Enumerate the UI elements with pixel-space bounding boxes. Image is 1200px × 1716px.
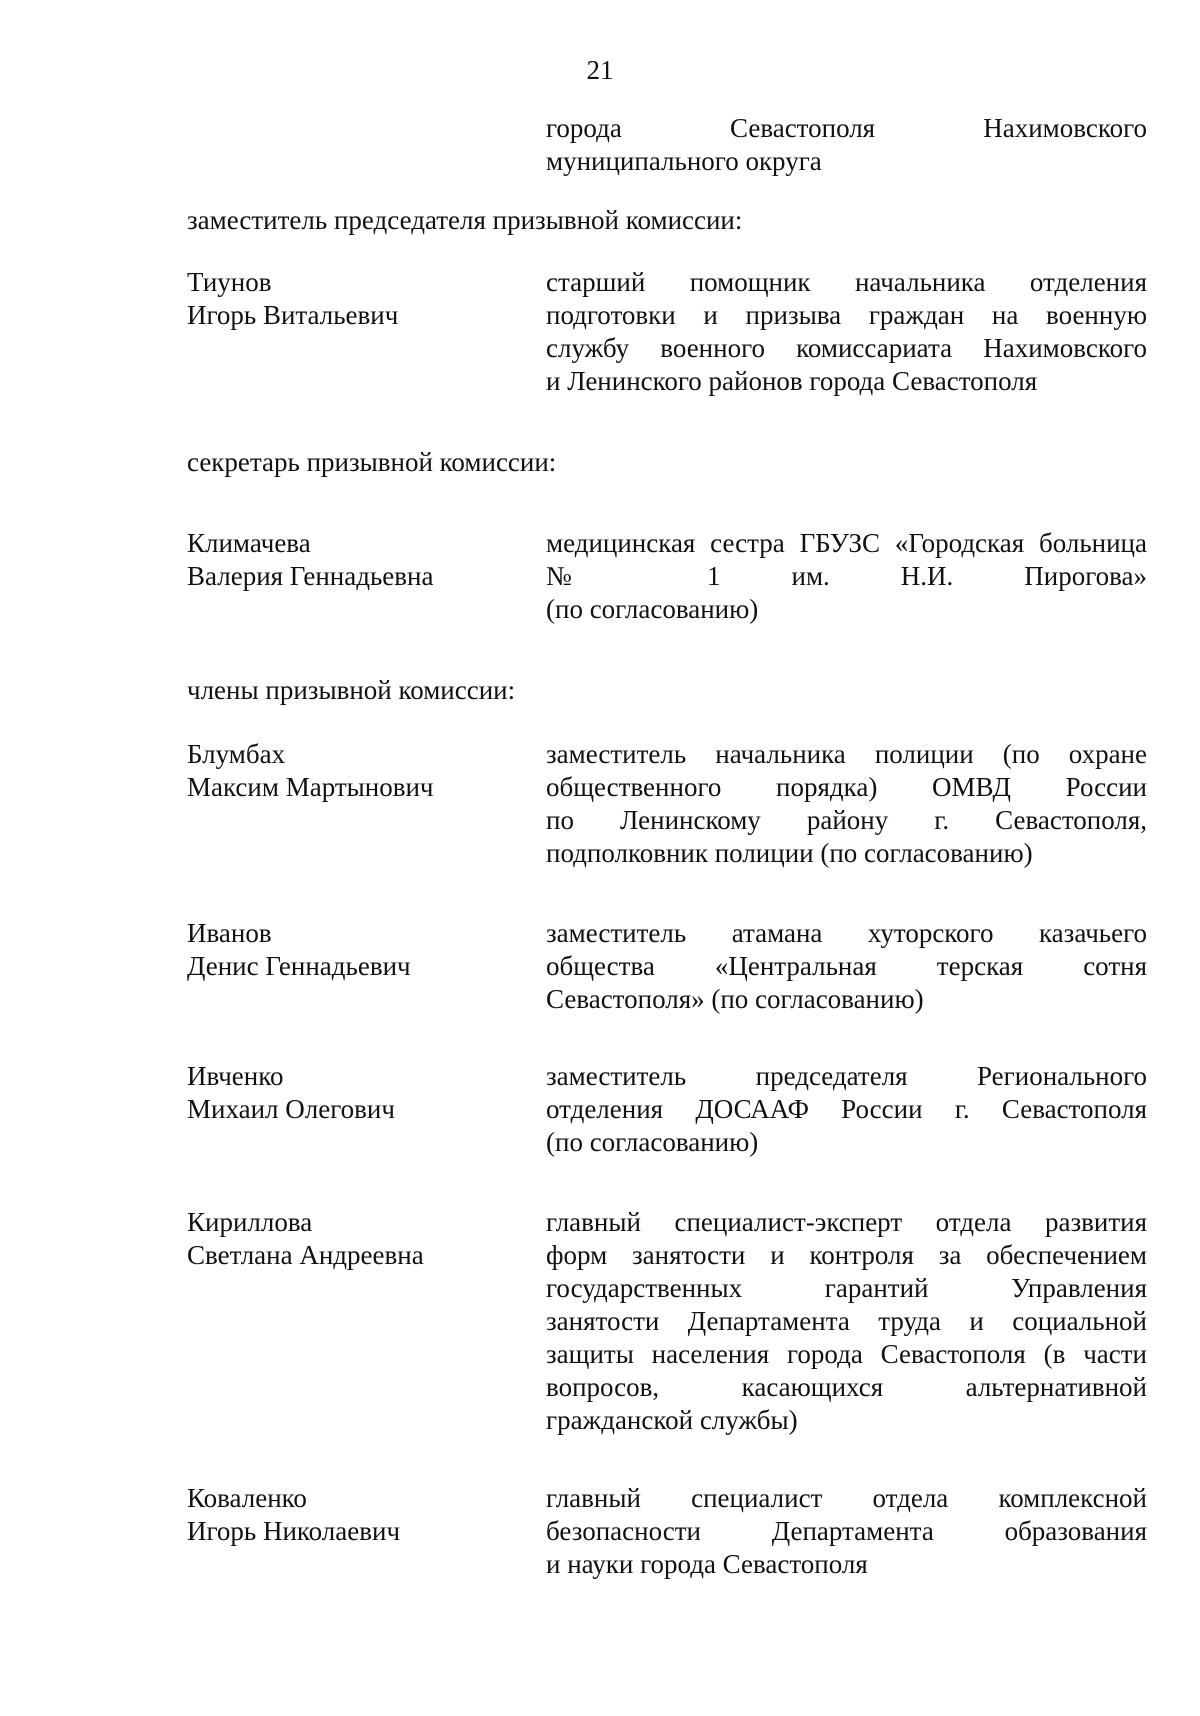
position-line: по Ленинскому району г. Севастополя, bbox=[546, 805, 1147, 835]
position-description bbox=[546, 1206, 1147, 1437]
position-description bbox=[546, 1482, 1147, 1581]
given-names: Валерия Геннадьевна bbox=[187, 561, 434, 591]
position-line: подполковник полиции (по согласованию) bbox=[546, 838, 1033, 868]
position-line: форм занятости и контроля за обеспечением bbox=[546, 1240, 1147, 1270]
position-line: отделения ДОСААФ России г. Севастополя bbox=[546, 1094, 1147, 1124]
surname: Иванов bbox=[187, 918, 272, 948]
position-line: медицинская сестра ГБУЗС «Городская больница bbox=[546, 528, 1147, 558]
position-line: общественного порядка) ОМВД России bbox=[546, 772, 1147, 802]
position-line: защиты населения города Севастополя (в части bbox=[546, 1339, 1147, 1369]
given-names: Игорь Николаевич bbox=[187, 1516, 401, 1546]
position-line: и Ленинского районов города Севастополя bbox=[546, 366, 1038, 396]
position-description bbox=[546, 738, 1147, 870]
position-line: государственных гарантий Управления bbox=[546, 1273, 1147, 1303]
surname: Климачева bbox=[187, 528, 311, 558]
given-names: Светлана Андреевна bbox=[187, 1240, 424, 1270]
position-line: заместитель председателя Регионального bbox=[546, 1061, 1147, 1091]
intro-line: муниципального округа bbox=[546, 146, 822, 176]
surname: Ивченко bbox=[187, 1061, 284, 1091]
position-line: заместитель начальника полиции (по охране bbox=[546, 739, 1147, 769]
position-description bbox=[546, 527, 1147, 626]
position-line: заместитель атамана хуторского казачьего bbox=[546, 918, 1147, 948]
given-names: Денис Геннадьевич bbox=[187, 951, 411, 981]
given-names: Игорь Витальевич bbox=[187, 300, 399, 330]
position-line: гражданской службы) bbox=[546, 1405, 798, 1435]
position-line: Севастополя» (по согласованию) bbox=[546, 984, 924, 1014]
person-name bbox=[187, 1482, 517, 1548]
intro-line: города Севастополя Нахимовского bbox=[546, 113, 1147, 143]
position-line: занятости Департамента труда и социальной bbox=[546, 1306, 1147, 1336]
given-names: Максим Мартынович bbox=[187, 772, 434, 802]
heading-members: члены призывной комиссии: bbox=[187, 675, 516, 705]
heading-secretary: секретарь призывной комиссии: bbox=[187, 447, 557, 477]
person-name bbox=[187, 917, 517, 983]
position-line: (по согласованию) bbox=[546, 1127, 759, 1157]
position-line: и науки города Севастополя bbox=[546, 1549, 868, 1579]
surname: Тиунов bbox=[187, 267, 272, 297]
person-name bbox=[187, 527, 517, 593]
position-line: вопросов, касающихся альтернативной bbox=[546, 1372, 1147, 1402]
position-line: подготовки и призыва граждан на военную bbox=[546, 300, 1147, 330]
position-line: главный специалист отдела комплексной bbox=[546, 1483, 1147, 1513]
person-name bbox=[187, 1060, 517, 1126]
position-line: старший помощник начальника отделения bbox=[546, 267, 1147, 297]
page-number: 21 bbox=[586, 55, 614, 85]
position-line: безопасности Департамента образования bbox=[546, 1516, 1147, 1546]
position-line: (по согласованию) bbox=[546, 594, 759, 624]
surname: Блумбах bbox=[187, 739, 286, 769]
person-name bbox=[187, 1206, 517, 1272]
surname: Кириллова bbox=[187, 1207, 313, 1237]
position-line: № 1 им. Н.И. Пирогова» bbox=[546, 561, 1147, 591]
position-description bbox=[546, 917, 1147, 1016]
heading-deputy-chairman: заместитель председателя призывной комиссии: bbox=[187, 205, 743, 235]
position-description bbox=[546, 1060, 1147, 1159]
position-line: службу военного комиссариата Нахимовского bbox=[546, 333, 1147, 363]
position-line: общества «Центральная терская сотня bbox=[546, 951, 1147, 981]
intro-text bbox=[546, 112, 1147, 178]
position-line: главный специалист-эксперт отдела развития bbox=[546, 1207, 1147, 1237]
person-name bbox=[187, 738, 517, 804]
surname: Коваленко bbox=[187, 1483, 307, 1513]
position-description bbox=[546, 266, 1147, 398]
given-names: Михаил Олегович bbox=[187, 1094, 395, 1124]
person-name bbox=[187, 266, 517, 332]
